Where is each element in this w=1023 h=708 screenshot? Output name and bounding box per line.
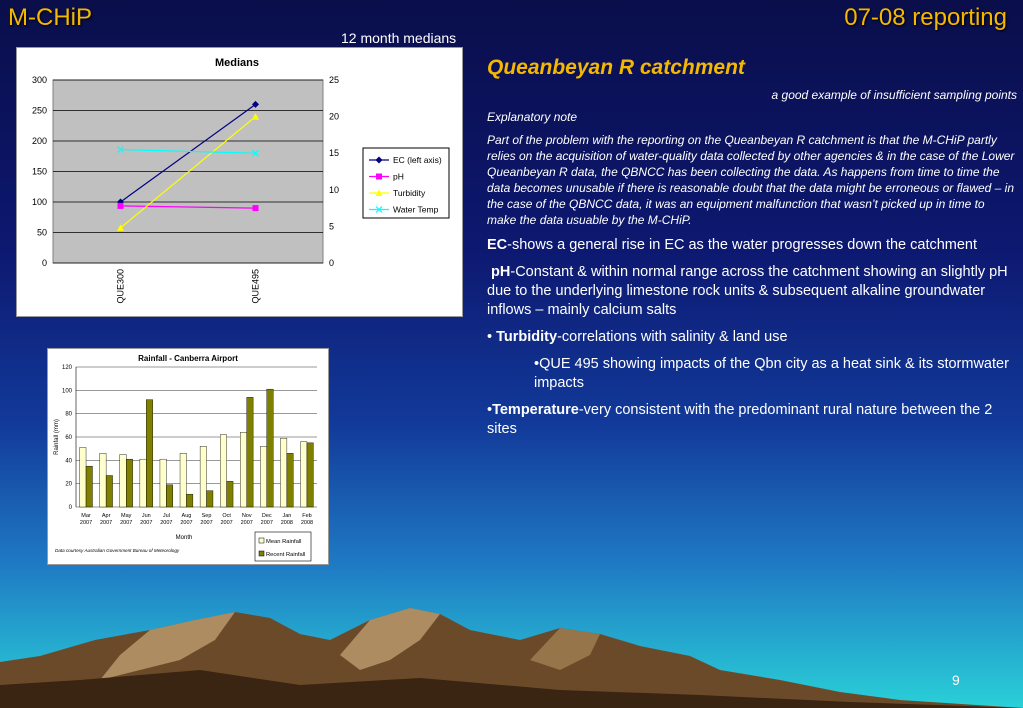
rainfall-year-label: 2008: [280, 520, 293, 526]
rainfall-y-label: Rainfall (mm): [54, 419, 60, 455]
rainfall-bar: [247, 397, 253, 507]
medians-right-tick: 0: [329, 258, 335, 268]
rainfall-y-tick: 60: [65, 435, 72, 441]
rainfall-x-label: Month: [175, 535, 193, 541]
medians-chart-title: Medians: [214, 57, 260, 69]
rainfall-chart-title: Rainfall - Canberra Airport: [138, 354, 238, 363]
rainfall-year-label: 2007: [220, 520, 233, 526]
medians-left-tick: 200: [31, 136, 47, 146]
rainfall-month-label: Oct: [222, 513, 231, 519]
temperature-prefix: •: [487, 402, 493, 418]
rainfall-source-box: [55, 532, 255, 540]
rainfall-bar: [240, 432, 246, 507]
rainfall-month-label: Aug: [181, 513, 192, 519]
medians-caption: 12 month medians: [341, 30, 457, 46]
rainfall-bar: [120, 455, 126, 508]
rainfall-month-label: Feb: [302, 513, 312, 519]
medians-right-tick: 5: [329, 221, 335, 232]
medians-left-tick: 0: [41, 258, 47, 268]
rainfall-bar: [140, 459, 146, 507]
series-marker: [253, 205, 259, 211]
rainfall-month-label: Mar: [81, 513, 91, 519]
rainfall-y-tick: 80: [65, 411, 72, 418]
rainfall-month-label: Apr: [101, 513, 111, 519]
temperature-text: -very consistent with the predominant rural nature between the 2 sites: [487, 402, 993, 437]
rainfall-bar: [126, 459, 132, 507]
rainfall-month-label: May: [121, 513, 132, 519]
temperature-bullet: [487, 401, 1017, 439]
ec-bullet: [487, 236, 1017, 255]
rainfall-year-label: 2007: [140, 520, 153, 526]
medians-right-tick: 15: [329, 148, 340, 159]
rainfall-bar: [80, 448, 86, 508]
medians-left-tick: 300: [31, 75, 47, 85]
rainfall-bar: [260, 446, 266, 507]
temperature-term: Temperature: [492, 402, 579, 418]
ph-term: pH: [491, 264, 511, 280]
rainfall-bar: [280, 438, 286, 507]
rainfall-y-tick: 20: [65, 481, 72, 488]
commentary-panel: [487, 52, 1017, 439]
explanatory-note-body: Part of the problem with the reporting on the Queanbeyan R catchment is that the M-CHiP partly relies on the acquisition of water-quality data collected by other agencies & in the case of the Lower Queanbeyan R data, the QBNCC has been collecting the data. As happens from time to time the data becomes unusable if there is reasonable doubt that the data might be erroneous or flawed – in the case of the QBNCC data, it was an equipment malfunction that wasn’t picked up in time to make the data usuable by the M-CHiP.: [487, 133, 1015, 227]
rainfall-year-label: 2007: [79, 520, 93, 526]
catchment-subheading: a good example of insufficient sampling points: [771, 88, 1017, 102]
rainfall-bar: [160, 459, 166, 507]
medians-right-tick: 25: [329, 75, 340, 85]
slide-title-left: M-CHiP: [8, 4, 92, 31]
medians-chart: [16, 47, 463, 317]
medians-right-tick: 20: [329, 111, 340, 122]
medians-legend-label: Water Temp: [393, 204, 439, 215]
catchment-heading: Queanbeyan R catchment: [487, 56, 745, 79]
series-marker: [118, 203, 124, 209]
ph-bullet: [487, 263, 1017, 320]
rainfall-bar: [186, 494, 192, 507]
rainfall-y-tick: 0: [68, 505, 72, 511]
slide-number: 9: [952, 672, 960, 688]
medians-legend-label: Turbidity: [393, 188, 426, 198]
rainfall-month-label: Jul: [162, 513, 170, 519]
ec-term: EC: [487, 237, 508, 253]
rainfall-bar: [86, 466, 92, 507]
rainfall-year-label: 2007: [100, 520, 113, 526]
rainfall-year-label: 2007: [240, 520, 253, 526]
rainfall-chart-svg: [48, 349, 328, 564]
rainfall-chart: [47, 348, 329, 565]
medians-legend-label: pH: [393, 171, 404, 182]
mountain-landscape: [0, 600, 1023, 708]
turbidity-bullet: [487, 328, 1017, 347]
medians-category-label: QUE300: [115, 269, 126, 304]
turbidity-text: -correlations with salinity & land use: [557, 329, 788, 345]
rainfall-month-label: Sep: [201, 513, 212, 519]
rainfall-bar: [100, 453, 106, 507]
medians-category-label: QUE495: [250, 269, 261, 304]
rainfall-bar: [207, 491, 213, 507]
rainfall-year-label: 2007: [120, 520, 133, 526]
rainfall-bar: [180, 453, 186, 507]
rainfall-bar: [146, 400, 152, 507]
turbidity-term: Turbidity: [496, 329, 558, 345]
rainfall-year-label: 2008: [300, 520, 314, 526]
rainfall-y-tick: 40: [65, 458, 72, 465]
rainfall-source-note: Data courtesy Australian Government Bureau of Meteorology: [55, 548, 180, 553]
rainfall-bar: [220, 435, 226, 507]
medians-left-tick: 150: [31, 166, 47, 177]
rainfall-bar: [267, 389, 273, 507]
medians-left-tick: 250: [31, 105, 47, 116]
rainfall-bar: [200, 446, 206, 507]
rainfall-year-label: 2007: [160, 520, 173, 526]
turbidity-prefix: •: [487, 329, 497, 345]
rainfall-year-label: 2007: [260, 520, 273, 526]
ec-text: -shows a general rise in EC as the water progresses down the catchment: [507, 237, 978, 253]
rainfall-month-label: Jun: [141, 513, 151, 519]
rainfall-bar: [301, 442, 307, 507]
rainfall-legend-swatch: [259, 551, 264, 556]
medians-legend-label: EC (left axis): [393, 155, 442, 165]
rainfall-bar: [227, 481, 233, 507]
medians-right-tick: 10: [329, 184, 340, 195]
explanatory-note-title: Explanatory note: [487, 110, 578, 124]
rainfall-year-label: 2007: [180, 520, 193, 526]
slide-title-right: 07-08 reporting: [844, 4, 1007, 31]
rainfall-month-label: Dec: [261, 513, 272, 519]
rainfall-bar: [287, 453, 293, 507]
medians-chart-svg: [17, 48, 462, 316]
series-marker: [376, 174, 382, 180]
rainfall-bar: [307, 443, 313, 507]
rainfall-y-tick: 100: [61, 388, 72, 395]
ph-text: -Constant & within normal range across the catchment showing an slightly pH due to the underlying limestone rock units & subsequent alkaline groundwater inflows – mainly calcium salts: [487, 264, 1008, 318]
rainfall-legend-swatch: [259, 538, 264, 543]
que495-subbullet: •QUE 495 showing impacts of the Qbn city as a heat sink & its stormwater impacts: [534, 356, 1009, 391]
rainfall-bar: [166, 485, 172, 507]
rainfall-y-tick: 120: [61, 365, 72, 371]
rainfall-legend-label: Mean Rainfall: [266, 539, 302, 545]
rainfall-month-label: Jan: [282, 513, 292, 519]
rainfall-year-label: 2007: [200, 520, 213, 526]
rainfall-legend-label: Recent Rainfall: [266, 552, 306, 558]
rainfall-month-label: Nov: [241, 513, 252, 519]
rainfall-bar: [106, 476, 112, 508]
medians-left-tick: 100: [31, 197, 47, 207]
medians-left-tick: 50: [36, 227, 47, 238]
